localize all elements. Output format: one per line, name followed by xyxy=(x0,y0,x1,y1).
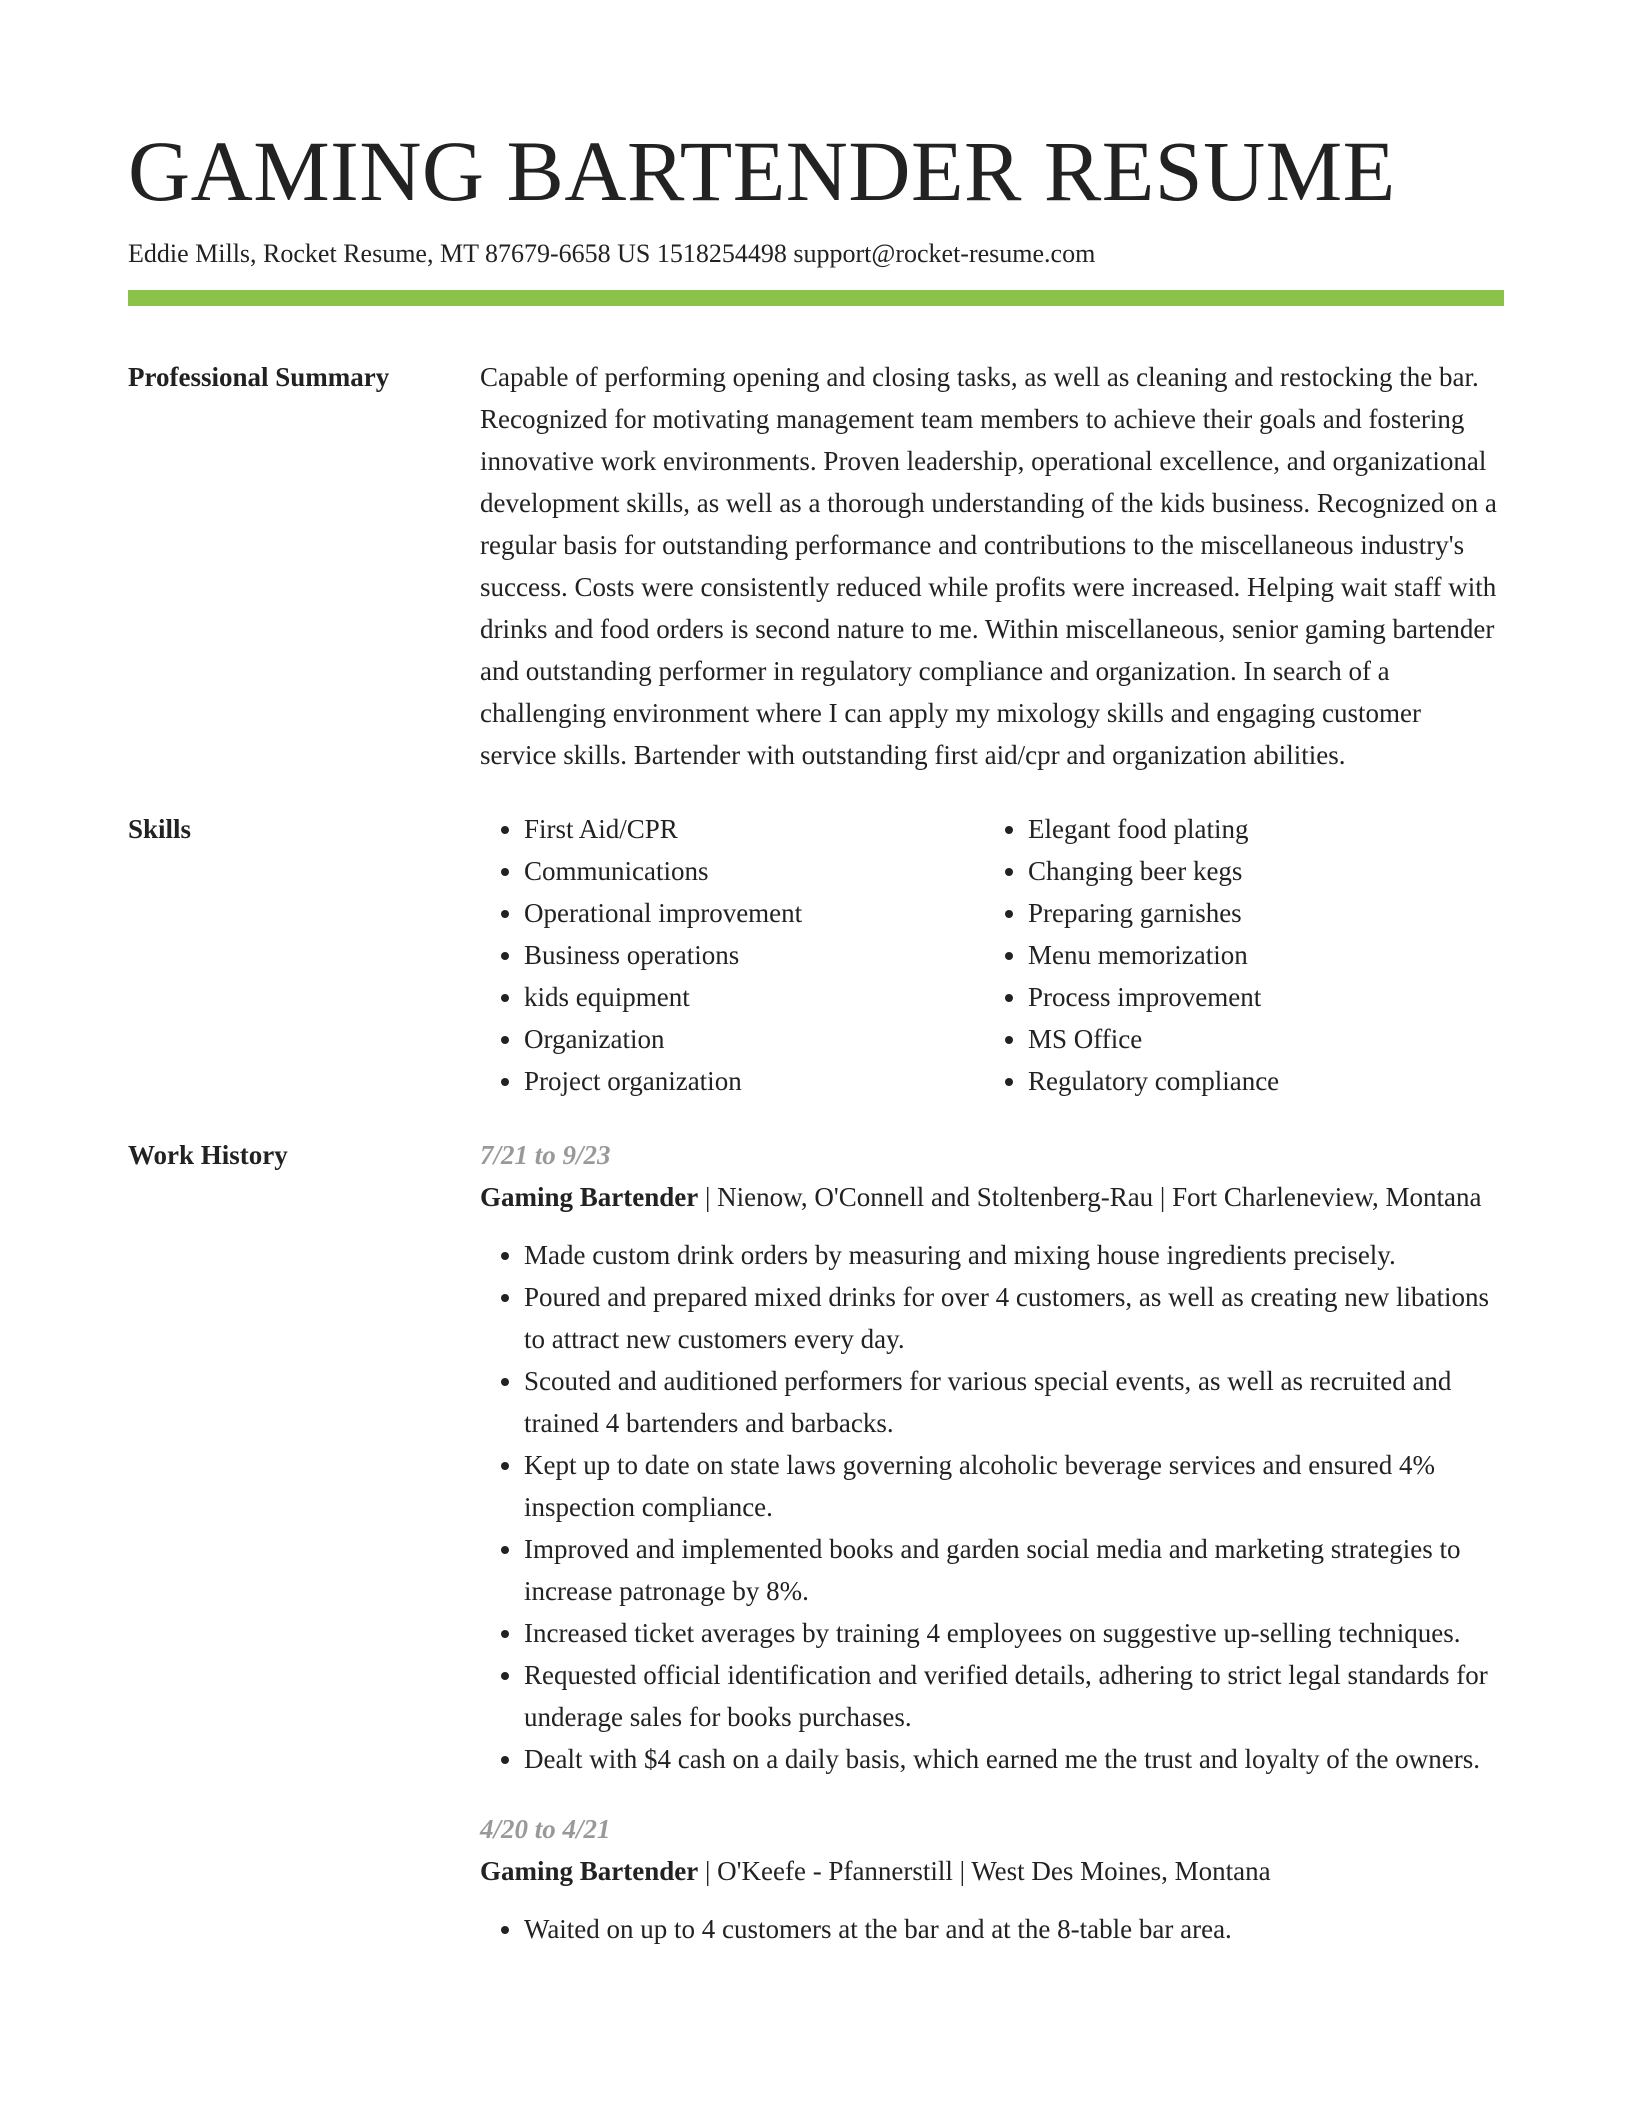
skill-item: • Process improvement xyxy=(1028,976,1488,1018)
job-heading xyxy=(480,1176,1504,1218)
job-dates: 4/20 to 4/21 xyxy=(480,1814,611,1844)
job-bullet: • Requested official identification and verified details, adhering to strict legal standards for underage sales for books purchases. xyxy=(524,1654,1504,1738)
job-heading xyxy=(480,1850,1504,1892)
work-history-body xyxy=(480,1134,1504,1974)
job-bullet-list xyxy=(480,1908,1504,1950)
skill-item: • Regulatory compliance xyxy=(1028,1060,1488,1102)
skill-item: • Menu memorization xyxy=(1028,934,1488,976)
work-history-section xyxy=(128,1134,1504,1974)
skill-item: • Elegant food plating xyxy=(1028,808,1488,850)
job-entry xyxy=(480,1134,1504,1780)
summary-text: Capable of performing opening and closing tasks, as well as cleaning and restocking the bar. Recognized for motivating management team members to achieve their goals and fostering innovative work environments. Proven leadership, operational excellence, and organizational development skills, as well as a thorough understanding of the kids business. Recognized on a regular basis for outstanding performance and contributions to the miscellaneous industry's success. Costs were consistently reduced while profits were increased. Helping wait staff with drinks and food orders is second nature to me. Within miscellaneous, senior gaming bartender and outstanding performer in regulatory compliance and organization. In search of a challenging environment where I can apply my mixology skills and engaging customer service skills. Bartender with outstanding first aid/cpr and organization abilities. xyxy=(480,362,1497,770)
skill-item: • Operational improvement xyxy=(524,892,984,934)
work-history-heading: Work History xyxy=(128,1140,288,1170)
job-title: Gaming Bartender xyxy=(480,1856,699,1886)
job-entry xyxy=(480,1808,1504,1950)
skill-item: • Organization xyxy=(524,1018,984,1060)
skill-item: • Project organization xyxy=(524,1060,984,1102)
job-bullet: • Kept up to date on state laws governing alcoholic beverage services and ensured 4% inspection compliance. xyxy=(524,1444,1504,1528)
skills-list-left xyxy=(480,808,984,1102)
contact-line: Eddie Mills, Rocket Resume, MT 87679-6658 US 1518254498 support@rocket-resume.com xyxy=(128,239,1096,268)
skill-item: • Changing beer kegs xyxy=(1028,850,1488,892)
skills-list-right xyxy=(984,808,1488,1102)
summary-body xyxy=(480,356,1504,776)
skill-item: • Preparing garnishes xyxy=(1028,892,1488,934)
skill-item: • Communications xyxy=(524,850,984,892)
accent-divider xyxy=(128,290,1504,306)
skill-item: • kids equipment xyxy=(524,976,984,1018)
skills-grid xyxy=(480,808,1504,1102)
job-dates: 7/21 to 9/23 xyxy=(480,1140,611,1170)
job-bullet: • Waited on up to 4 customers at the bar and at the 8-table bar area. xyxy=(524,1908,1504,1950)
job-details: | O'Keefe - Pfannerstill | West Des Moines, Montana xyxy=(698,1856,1271,1886)
job-details: | Nienow, O'Connell and Stoltenberg-Rau | Fort Charleneview, Montana xyxy=(698,1182,1482,1212)
skills-body xyxy=(480,808,1504,1102)
job-bullet: • Improved and implemented books and garden social media and marketing strategies to increase patronage by 8%. xyxy=(524,1528,1504,1612)
job-bullet: • Poured and prepared mixed drinks for over 4 customers, as well as creating new libations to attract new customers every day. xyxy=(524,1276,1504,1360)
job-title: Gaming Bartender xyxy=(480,1182,699,1212)
job-bullet: • Dealt with $4 cash on a daily basis, which earned me the trust and loyalty of the owners. xyxy=(524,1738,1504,1780)
skill-item: • Business operations xyxy=(524,934,984,976)
skill-item: • First Aid/CPR xyxy=(524,808,984,850)
resume-title: GAMING BARTENDER RESUME xyxy=(128,123,1396,219)
job-bullet: • Made custom drink orders by measuring and mixing house ingredients precisely. xyxy=(524,1234,1504,1276)
skill-item: • MS Office xyxy=(1028,1018,1488,1060)
job-bullet-list xyxy=(480,1234,1504,1780)
summary-heading: Professional Summary xyxy=(128,362,390,392)
job-bullet: • Scouted and auditioned performers for various special events, as well as recruited and trained 4 bartenders and barbacks. xyxy=(524,1360,1504,1444)
skills-heading: Skills xyxy=(128,814,192,844)
skills-section xyxy=(128,808,1504,1102)
job-bullet: • Increased ticket averages by training 4 employees on suggestive up-selling techniques. xyxy=(524,1612,1504,1654)
summary-section xyxy=(128,356,1504,776)
